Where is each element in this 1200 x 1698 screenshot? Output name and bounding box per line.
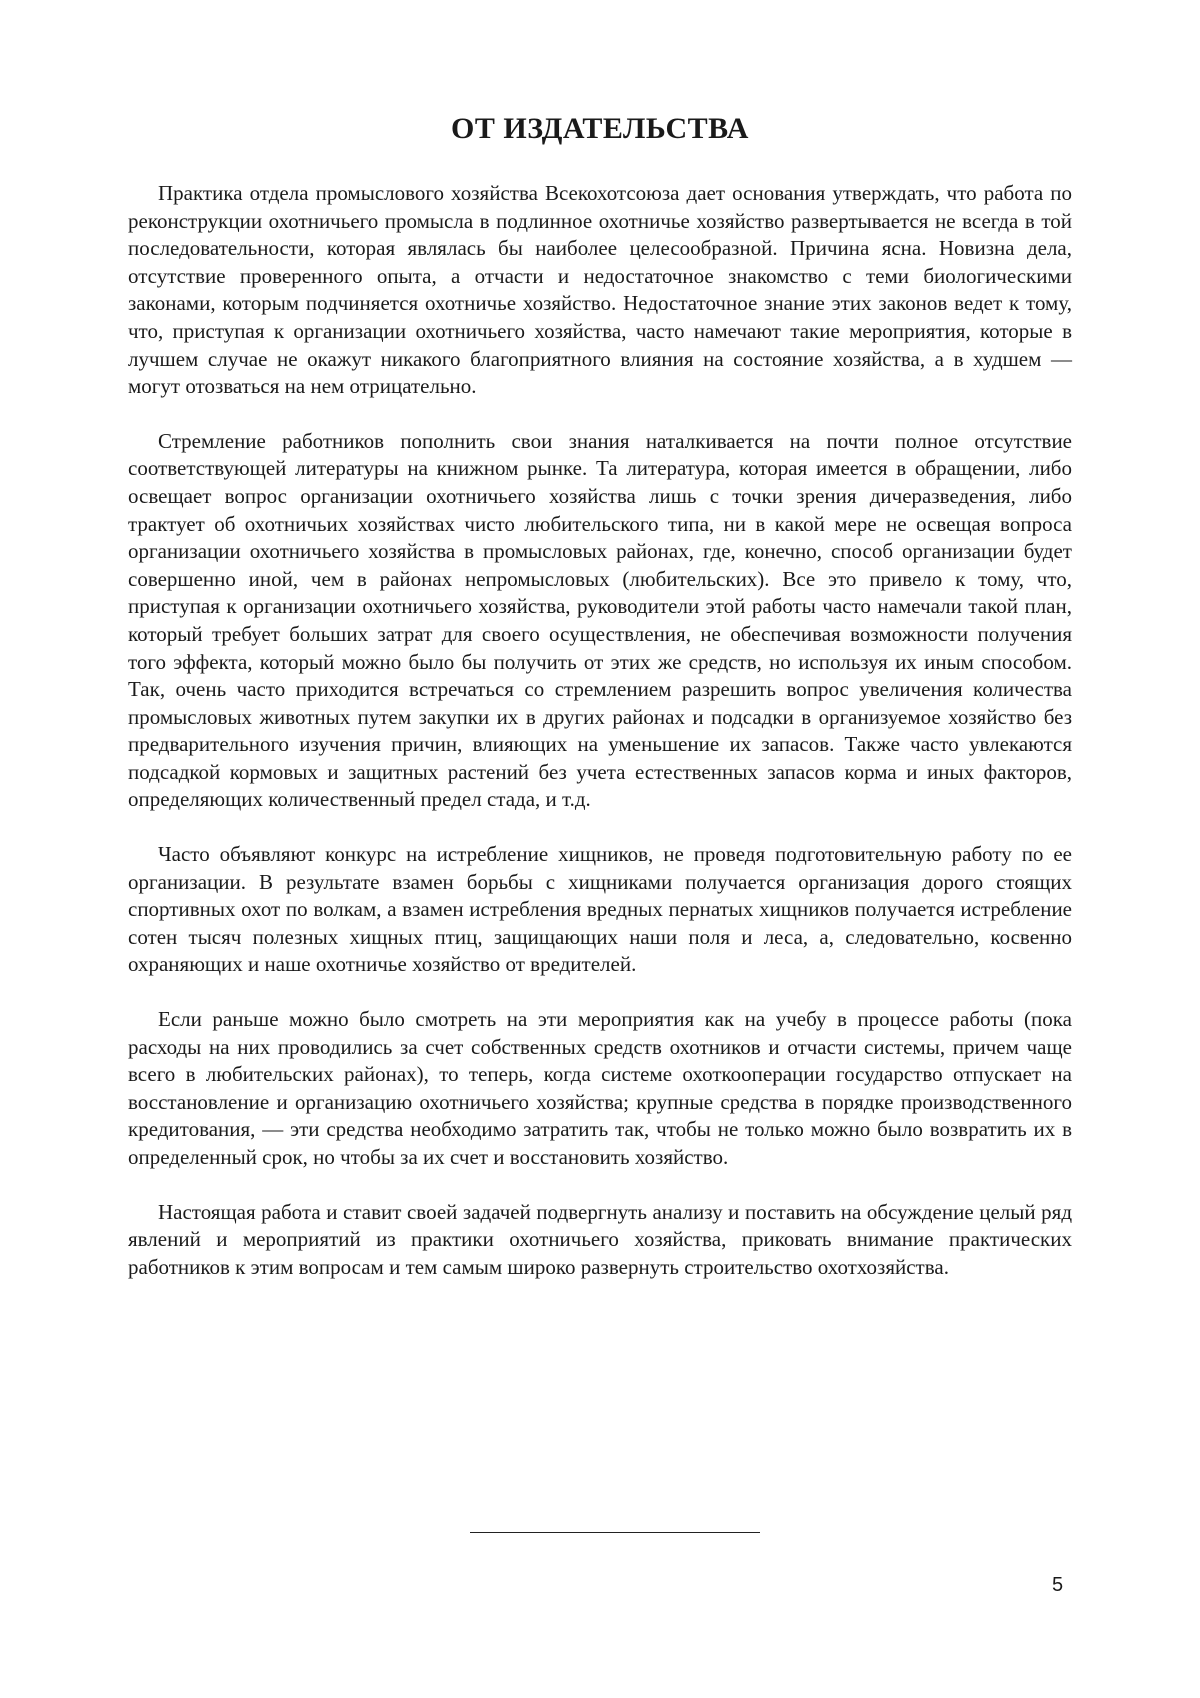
body-text (128, 180, 1072, 1308)
document-page (0, 0, 1200, 1698)
paragraph-3: Часто объявляют конкурс на истребление хищников, не проведя подготовительную работу по ее организации. В результате взамен борьбы с хищниками получается организация дорого стоящих спортивных охот по волкам, а взамен истребления вредных пернатых хищников получается истребление сотен тысяч полезных хищных птиц, защищающих наши поля и леса, а, следовательно, косвенно охраняющих и наше охотничье хозяйство от вредителей. (128, 841, 1072, 979)
page-title: ОТ ИЗДАТЕЛЬСТВА (0, 112, 1200, 146)
footnote-divider (470, 1532, 760, 1533)
paragraph-4: Если раньше можно было смотреть на эти мероприятия как на учебу в процессе работы (пока расходы на них проводились за счет собственных средств охотников и отчасти системы, причем чаще всего в любительских районах), то теперь, когда системе охоткооперации государство отпускает на восстановление и организацию охотничьего хозяйства; крупные средства в порядке производственного кредитования, — эти средства необходимо затратить так, чтобы не только можно было возвратить их в определенный срок, но чтобы за их счет и восстановить хозяйство. (128, 1006, 1072, 1172)
paragraph-1: Практика отдела промыслового хозяйства Всекохотсоюза дает основания утверждать, что работа по реконструкции охотничьего промысла в подлинное охотничье хозяйство развертывается не всегда в той последовательности, которая являлась бы наиболее целесообразной. Причина ясна. Новизна дела, отсутствие проверенного опыта, а отчасти и недостаточное знакомство с теми биологическими законами, которым подчиняется охотничье хозяйство. Недостаточное знание этих законов ведет к тому, что, приступая к организации охотничьего хозяйства, часто намечают такие мероприятия, которые в лучшем случае не окажут никакого благоприятного влияния на состояние хозяйства, а в худшем — могут отозваться на нем отрицательно. (128, 180, 1072, 401)
paragraph-2: Стремление работников пополнить свои знания наталкивается на почти полное отсутствие соответствующей литературы на книжном рынке. Та литература, которая имеется в обращении, либо освещает вопрос организации охотничьего хозяйства лишь с точки зрения дичеразведения, либо трактует об охотничьих хозяйствах чисто любительского типа, ни в какой мере не освещая вопроса организации охотничьего хозяйства в промысловых районах, где, конечно, способ организации будет совершенно иной, чем в районах непромысловых (любительских). Все это привело к тому, что, приступая к организации охотничьего хозяйства, руководители этой работы часто намечали такой план, который требует больших затрат для своего осуществления, не обеспечивая возможности получения того эффекта, который можно было бы получить от этих же средств, но используя их иным способом. Так, очень часто приходится встречаться со стремлением разрешить вопрос увеличения количества промысловых животных путем закупки их в других районах и подсадки в организуемое хозяйство без предварительного изучения причин, влияющих на уменьшение их запасов. Также часто увлекаются подсадкой кормовых и защитных растений без учета естественных запасов корма и иных факторов, определяющих количественный предел стада, и т.д. (128, 428, 1072, 814)
page-number: 5 (1052, 1574, 1063, 1597)
paragraph-5: Настоящая работа и ставит своей задачей подвергнуть анализу и поставить на обсуждение целый ряд явлений и мероприятий из практики охотничьего хозяйства, приковать внимание практических работников к этим вопросам и тем самым широко развернуть строительство охотхозяйства. (128, 1199, 1072, 1282)
